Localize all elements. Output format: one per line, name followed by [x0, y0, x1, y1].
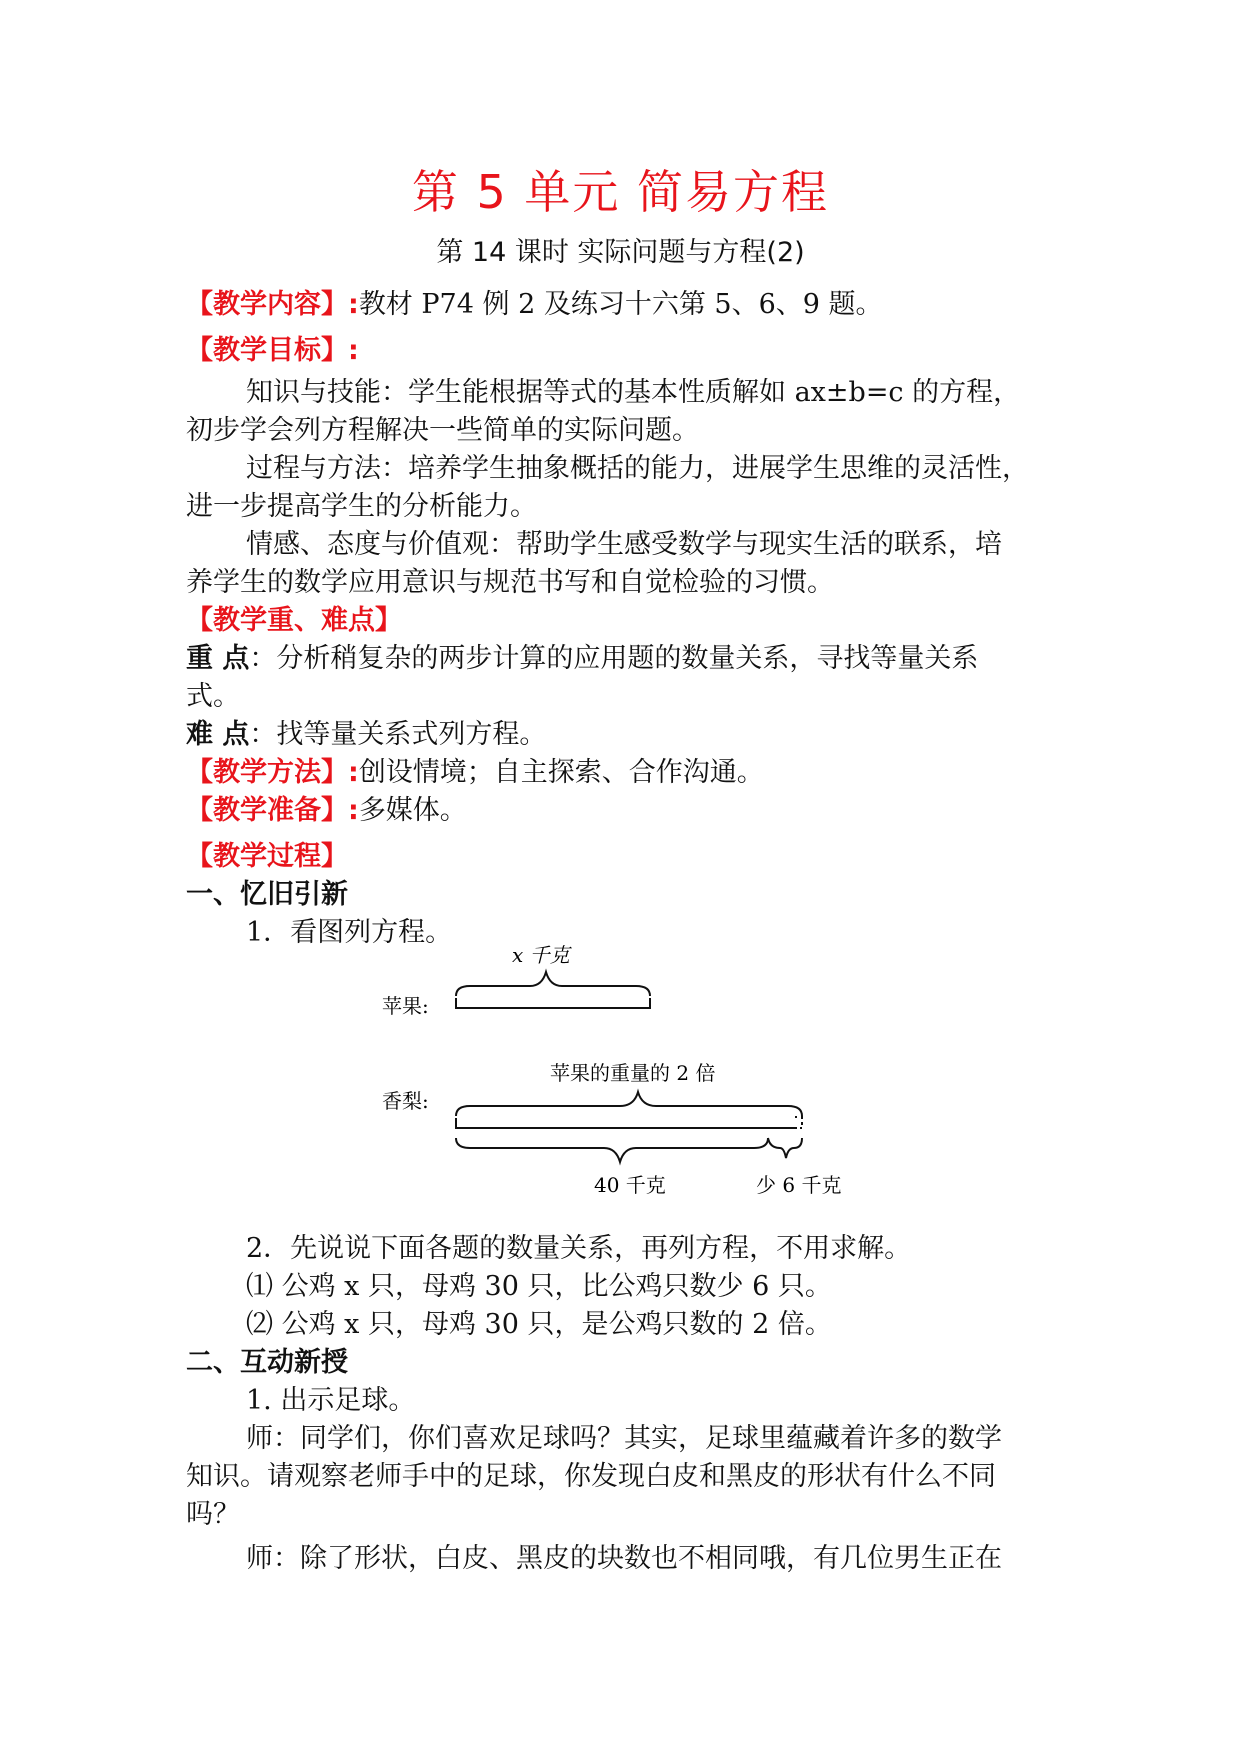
pear-bar	[456, 1118, 794, 1128]
teacher-line-2: 知识。请观察老师手中的足球，你发现白皮和黑皮的形状有什么不同	[186, 1461, 996, 1492]
item-2: 2．先说说下面各题的数量关系，再列方程，不用求解。	[246, 1233, 912, 1264]
pear-bottom-label: 40 千克	[594, 1173, 666, 1197]
apple-label: 苹果:	[382, 994, 429, 1018]
apple-top-brace	[456, 972, 650, 996]
content-line	[186, 286, 883, 324]
preparation-label: 【教学准备】:	[186, 795, 359, 826]
method-line	[186, 754, 764, 792]
key-point-text-2: 式。	[186, 681, 240, 712]
key-point-line	[186, 640, 978, 678]
pear-bottom-brace	[456, 1138, 768, 1162]
pear-top-label: 苹果的重量的 2 倍	[550, 1061, 716, 1085]
teacher-line-3: 吗？	[186, 1499, 240, 1530]
item-1: 1．看图列方程。	[246, 917, 453, 948]
method-text: 创设情境；自主探索、合作沟通。	[358, 757, 764, 788]
content-text: 教材 P74 例 2 及练习十六第 5、6、9 题。	[358, 289, 883, 320]
section-1-heading: 一、忆旧引新	[186, 879, 348, 910]
pear-top-brace	[456, 1092, 802, 1116]
objective-knowledge-1: 知识与技能：学生能根据等式的基本性质解如 ax±b=c 的方程，	[246, 377, 1021, 408]
objective-emotion-2: 养学生的数学应用意识与规范书写和自觉检验的习惯。	[186, 567, 834, 598]
lesson-subtitle: 第 14 课时 实际问题与方程(2)	[436, 237, 805, 268]
difficult-point-text: ：找等量关系式列方程。	[249, 719, 547, 750]
pear-dashed-end	[794, 1116, 802, 1128]
difficult-point-label: 难 点	[186, 719, 250, 750]
objective-process-2: 进一步提高学生的分析能力。	[186, 491, 537, 522]
pear-less-label: 少 6 千克	[756, 1173, 842, 1197]
page-title: 第 5 单元 简易方程	[411, 165, 830, 219]
item-2-1: ⑴ 公鸡 x 只，母鸡 30 只，比公鸡只数少 6 只。	[246, 1271, 832, 1302]
objective-emotion-1: 情感、态度与价值观：帮助学生感受数学与现实生活的联系，培	[246, 529, 1002, 560]
apple-bar	[456, 998, 650, 1008]
preparation-text: 多媒体。	[358, 795, 467, 826]
key-point-label: 重 点	[186, 643, 250, 674]
apple-weight-label: x 千克	[512, 943, 570, 967]
objective-knowledge-2: 初步学会列方程解决一些简单的实际问题。	[186, 415, 699, 446]
process-label: 【教学过程】	[186, 841, 348, 872]
method-label: 【教学方法】:	[186, 757, 359, 788]
item-2-2: ⑵ 公鸡 x 只，母鸡 30 只，是公鸡只数的 2 倍。	[246, 1309, 832, 1340]
pear-less-brace	[768, 1138, 802, 1158]
objectives-label: 【教学目标】:	[186, 335, 359, 366]
difficult-point-line	[186, 716, 546, 754]
key-point-text: ：分析稍复杂的两步计算的应用题的数量关系，寻找等量关系	[249, 643, 979, 674]
teacher-line-4: 师：除了形状，白皮、黑皮的块数也不相同哦，有几位男生正在	[246, 1543, 1002, 1574]
bar-diagram	[370, 940, 870, 1220]
objective-process-1: 过程与方法：培养学生抽象概括的能力，进展学生思维的灵活性，	[246, 453, 1029, 484]
content-label: 【教学内容】:	[186, 289, 359, 320]
pear-label: 香梨:	[382, 1089, 429, 1113]
section-2-heading: 二、互动新授	[186, 1347, 348, 1378]
teacher-line-1: 师：同学们，你们喜欢足球吗？其实，足球里蕴藏着许多的数学	[246, 1423, 1002, 1454]
preparation-line	[186, 792, 467, 830]
key-points-label: 【教学重、难点】	[186, 605, 402, 636]
step-1: 1. 出示足球。	[246, 1385, 416, 1416]
